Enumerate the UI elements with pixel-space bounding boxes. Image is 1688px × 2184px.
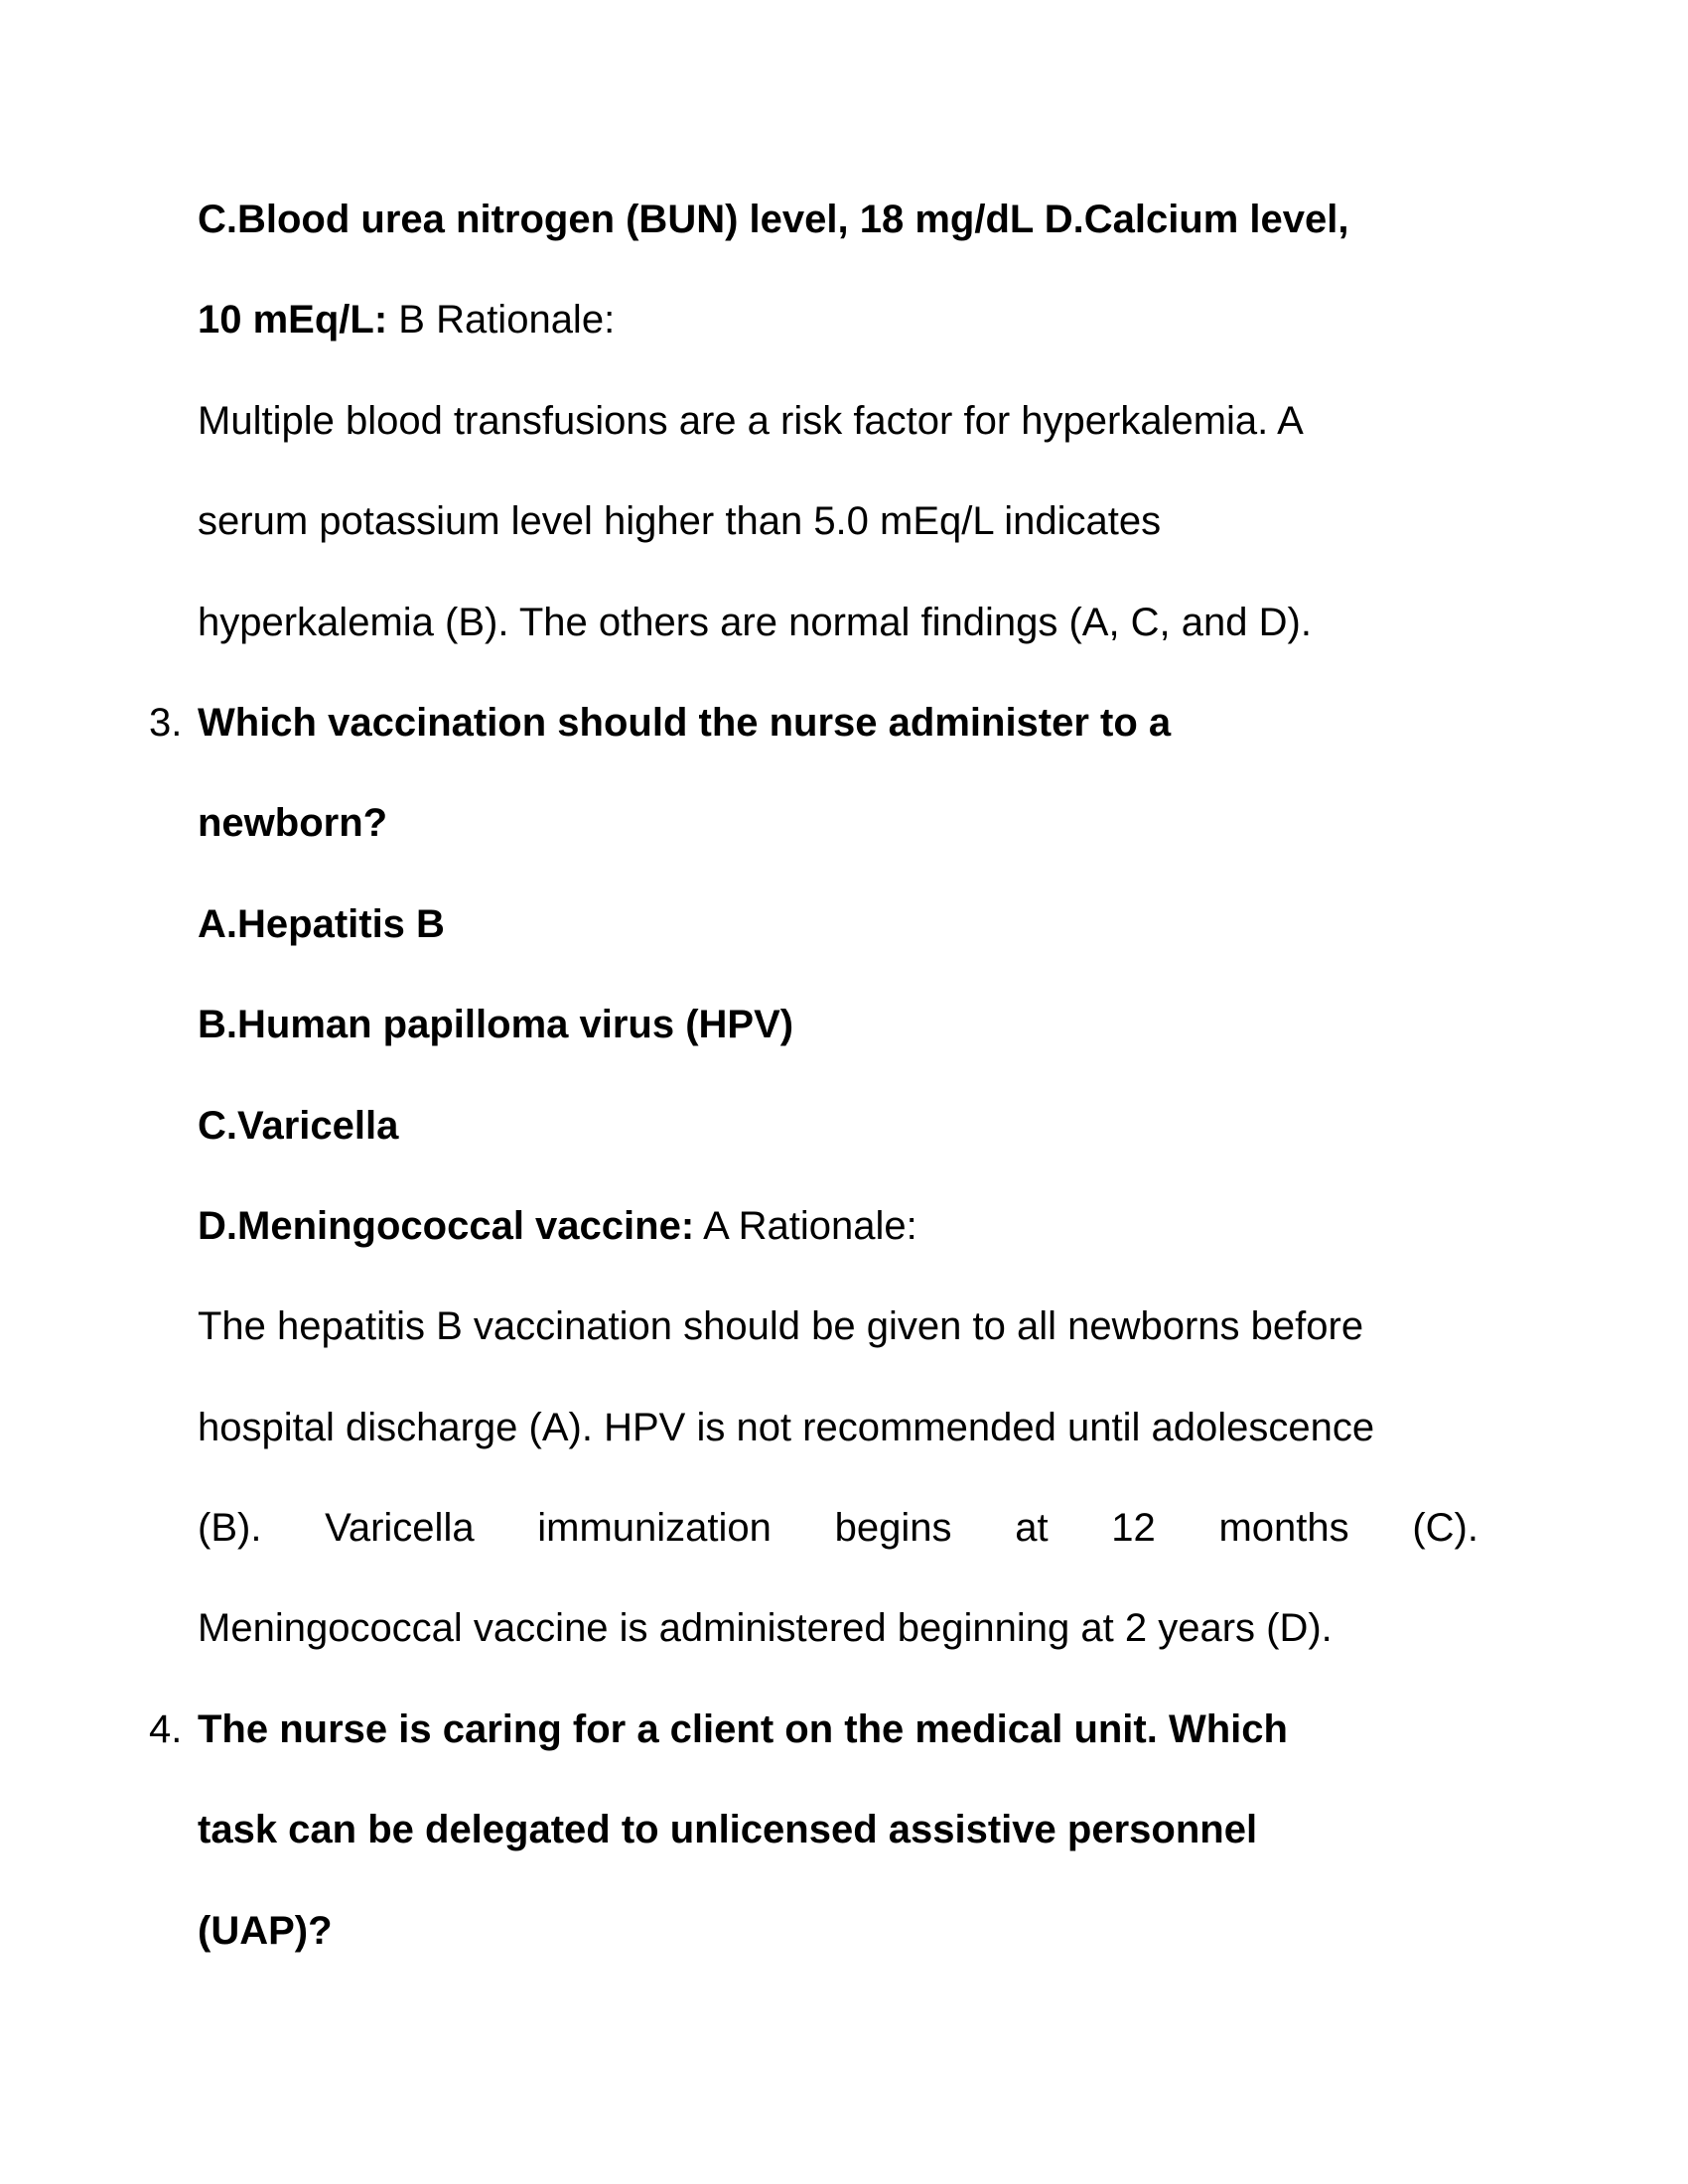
q2-option-d-value: 10 mEq/L:: [198, 298, 388, 342]
q3-option-a: A.Hepatitis B: [198, 901, 445, 946]
q2-rationale-line: hyperkalemia (B). The others are normal findings (A, C, and D).: [198, 600, 1312, 644]
q2-answer: B Rationale:: [387, 298, 616, 342]
q3-rationale-line: The hepatitis B vaccination should be given to all newborns before: [198, 1304, 1364, 1349]
q4-number: 4.: [149, 1706, 183, 1751]
q3-question-line: newborn?: [198, 801, 388, 846]
q3-number: 3.: [149, 700, 183, 745]
q3-question-line: [0, 673, 1478, 773]
q2-option-c-d: C.Blood urea nitrogen (BUN) level, 18 mg/dL D.Calcium level,: [198, 198, 1349, 241]
q2-rationale-line: Multiple blood transfusions are a risk factor for hyperkalemia. A: [198, 398, 1304, 443]
q3-answer: A Rationale:: [694, 1203, 917, 1248]
q2-answer-line: [0, 270, 1478, 370]
q4-question-text: The nurse is caring for a client on the medical unit. Which: [198, 1706, 1288, 1751]
q4-question-line: task can be delegated to unlicensed assistive personnel: [198, 1808, 1258, 1852]
q3-option-d-text: D.Meningococcal vaccine:: [198, 1203, 695, 1248]
q3-rationale-line: Meningococcal vaccine is administered beginning at 2 years (D).: [198, 1606, 1333, 1651]
q3-question-text: Which vaccination should the nurse administer to a: [198, 700, 1172, 745]
document-page: [0, 170, 1688, 1981]
q4-question-line: [0, 1680, 1478, 1780]
q3-option-d: [0, 1176, 1478, 1277]
q3-rationale-line: hospital discharge (A). HPV is not recommended until adolescence: [198, 1405, 1375, 1449]
q3-rationale-line: (B). Varicella immunization begins at 12 months (C).: [198, 1506, 1478, 1551]
q3-option-c: C.Varicella: [198, 1103, 399, 1148]
q3-option-b: B.Human papilloma virus (HPV): [198, 1003, 794, 1047]
q2-rationale-line: serum potassium level higher than 5.0 mEq/L indicates: [198, 499, 1162, 544]
q4-question-line: (UAP)?: [198, 1908, 333, 1953]
